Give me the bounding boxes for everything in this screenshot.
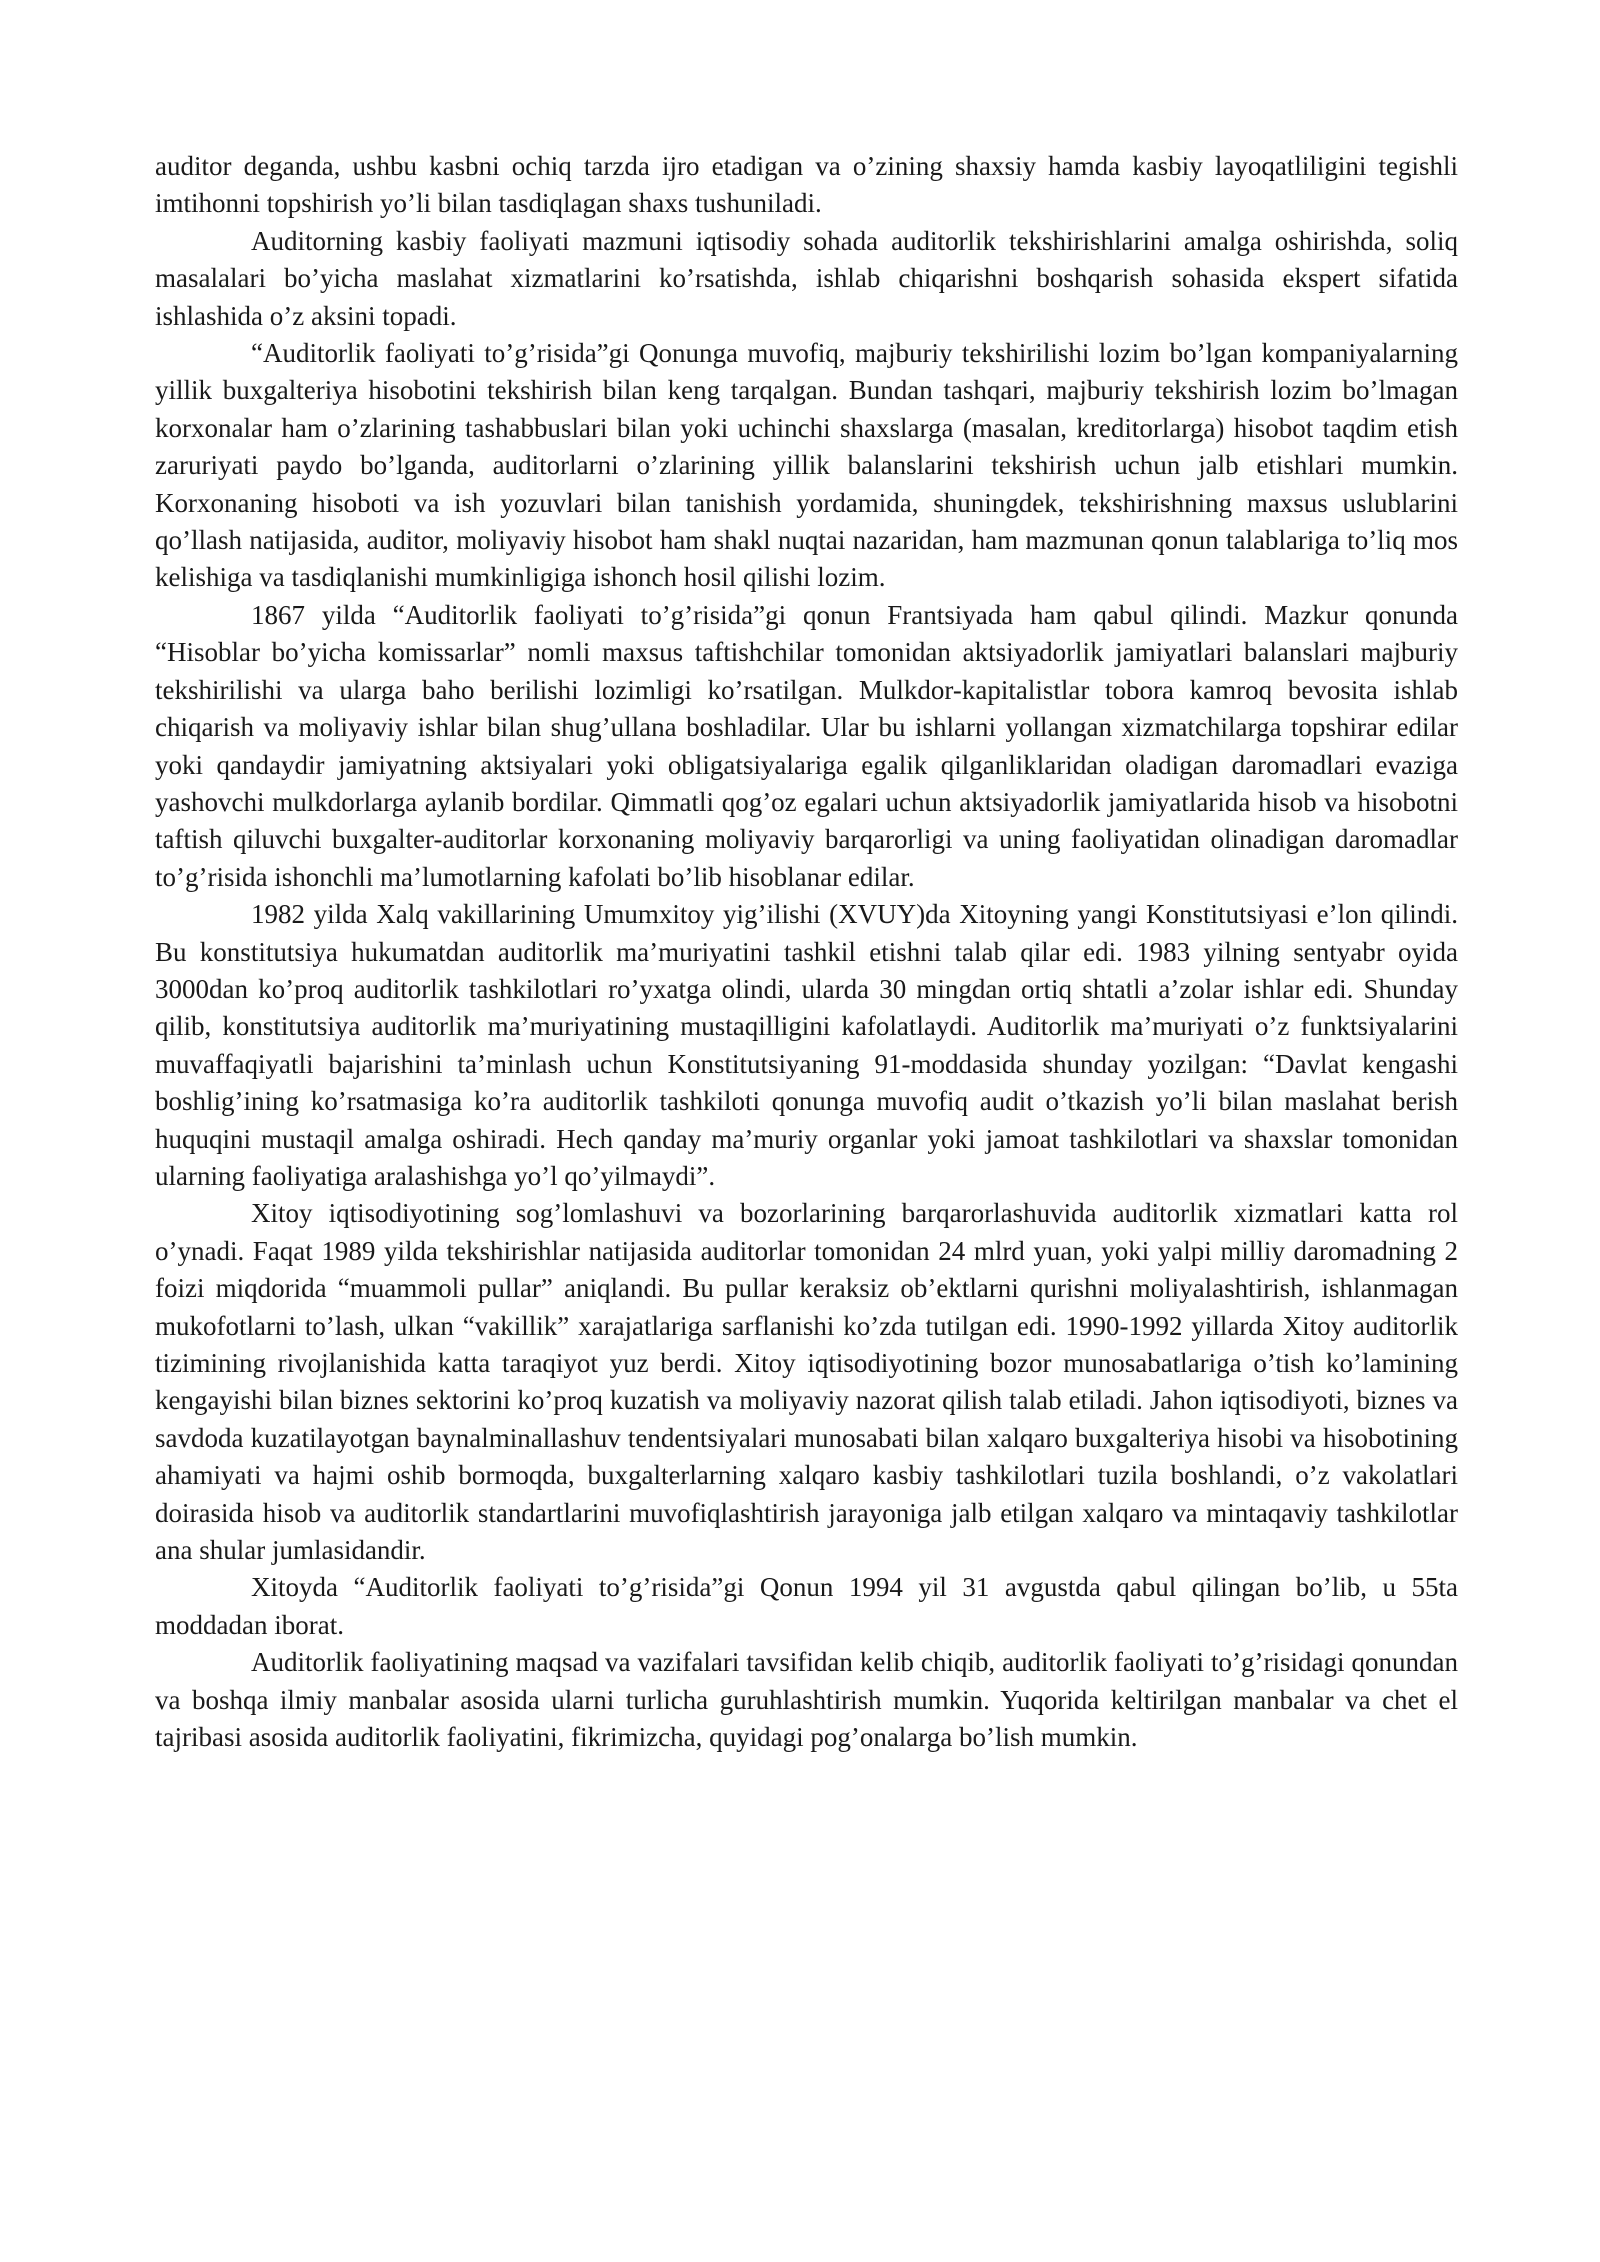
document-page [155, 148, 1458, 1756]
paragraph-china-law-1994: Xitoyda “Auditorlik faoliyati to’g’risida”gi Qonun 1994 yil 31 avgustda qabul qilingan bo’lib, u 55ta moddadan iborat. [155, 1572, 1458, 1640]
paragraph-china-1982: 1982 yilda Xalq vakillarining Umumxitoy yig’ilishi (XVUY)da Xitoyning yangi Konstitutsiyasi e’lon qilindi. Bu konstitutsiya hukumatdan auditorlik ma’muriyatini tashkil etishni talab qilar edi. 1983 yilning sentyabr oyida 3000dan ko’proq auditorlik tashkilotlari ro’yxatga olindi, ularda 30 mingdan ortiq shtatli a’zolar ishlar edi. Shunday qilib, konstitutsiya auditorlik ma’muriyatining mustaqilligini kafolatlaydi. Auditorlik ma’muriyati o’z funktsiyalarini muvaffaqiyatli bajarishini ta’minlash uchun Konstitutsiyaning 91-moddasida shunday yozilgan: “Davlat kengashi boshlig’ining ko’rsatmasiga ko’ra auditorlik tashkiloti qonunga muvofiq audit o’tkazish yo’li bilan maslahat berish huquqini mustaqil amalga oshiradi. Hech qanday ma’muriy organlar yoki jamoat tashkilotlari va shaxslar tomonidan ularning faoliyatiga aralashishga yo’l qo’yilmaydi”. [155, 899, 1458, 1191]
paragraph-france-1867: 1867 yilda “Auditorlik faoliyati to’g’risida”gi qonun Frantsiyada ham qabul qilindi. Mazkur qonunda “Hisoblar bo’yicha komissarlar” nomli maxsus taftishchilar tomonidan aktsiyadorlik jamiyatlari balanslari majburiy tekshirilishi va ularga baho berilishi lozimligi ko’rsatilgan. Mulkdor-kapitalistlar tobora kamroq bevosita ishlab chiqarish va moliyaviy ishlar bilan shug’ullana boshladilar. Ular bu ishlarni yollangan xizmatchilarga topshirar edilar yoki qandaydir jamiyatning aktsiyalari yoki obligatsiyalariga egalik qilganliklaridan oladigan daromadlari evaziga yashovchi mulkdorlarga aylanib bordilar. Qimmatli qog’oz egalari uchun aktsiyadorlik jamiyatlarida hisob va hisobotni taftish qiluvchi buxgalter-auditorlar korxonaning moliyaviy barqarorligi va uning faoliyatidan olinadigan daromadlar to’g’risida ishonchli ma’lumotlarning kafolati bo’lib hisoblanar edilar. [155, 599, 1458, 892]
paragraph-professional-activity: Auditorning kasbiy faoliyati mazmuni iqtisodiy sohada auditorlik tekshirishlarini amalga oshirishda, soliq masalalari bo’yicha maslahat xizmatlarini ko’rsatishda, ishlab chiqarishni boshqarish sohasida ekspert sifatida ishlashida o’z aksini topadi. [155, 225, 1458, 331]
paragraph-mandatory-audit: “Auditorlik faoliyati to’g’risida”gi Qonunga muvofiq, majburiy tekshirilishi lozim bo’lgan kompaniyalarning yillik buxgalteriya hisobotini tekshirish bilan keng tarqalgan. Bundan tashqari, majburiy tekshirish lozim bo’lmagan korxonalar ham o’zlarining tashabbuslari bilan yoki uchinchi shaxslarga (masalan, kreditorlarga) hisobot taqdim etish zaruriyati paydo bo’lganda, auditorlarni o’zlarining yillik balanslarini tekshirish uchun jalb etishlari mumkin. Korxonaning hisoboti va ish yozuvlari bilan tanishish yordamida, shuningdek, tekshirishning maxsus uslublarini qo’llash natijasida, auditor, moliyaviy hisobot ham shakl nuqtai nazaridan, ham mazmunan qonun talablariga to’liq mos kelishiga va tasdiqlanishi mumkinligiga ishonch hosil qilishi lozim. [155, 338, 1458, 593]
paragraph-classification: Auditorlik faoliyatining maqsad va vazifalari tavsifidan kelib chiqib, auditorlik faoliyati to’g’risidagi qonundan va boshqa ilmiy manbalar asosida ularni turlicha guruhlashtirish mumkin. Yuqorida keltirilgan manbalar va chet el tajribasi asosida auditorlik faoliyatini, fikrimizcha, quyidagi pog’onalarga bo’lish mumkin. [155, 1647, 1458, 1753]
paragraph-china-economy: Xitoy iqtisodiyotining sog’lomlashuvi va bozorlarining barqarorlashuvida auditorlik xizmatlari katta rol o’ynadi. Faqat 1989 yilda tekshirishlar natijasida auditorlar tomonidan 24 mlrd yuan, yoki yalpi milliy daromadning 2 foizi miqdorida “muammoli pullar” aniqlandi. Bu pullar keraksiz ob’ektlarni qurishni moliyalashtirish, ishlanmagan mukofotlarni to’lash, ulkan “vakillik” xarajatlariga sarflanishi ko’zda tutilgan edi. 1990-1992 yillarda Xitoy auditorlik tizimining rivojlanishida katta taraqiyot yuz berdi. Xitoy iqtisodiyotining bozor munosabatlariga o’tish ko’lamining kengayishi bilan biznes sektorini ko’proq kuzatish va moliyaviy nazorat qilish talab etiladi. Jahon iqtisodiyoti, biznes va savdoda kuzatilayotgan baynalminallashuv tendentsiyalari munosabati bilan xalqaro buxgalteriya hisobi va hisobotining ahamiyati va hajmi oshib bormoqda, buxgalterlarning xalqaro kasbiy tashkilotlari tuzila boshlandi, o’z vakolatlari doirasida hisob va auditorlik standartlarini muvofiqlashtirish jarayoniga jalb etilgan xalqaro va mintaqaviy tashkilotlar ana shular jumlasidandir. [155, 1198, 1458, 1566]
paragraph-auditor-definition: auditor deganda, ushbu kasbni ochiq tarzda ijro etadigan va o’zining shaxsiy hamda kasbiy layoqatliligini tegishli imtihonni topshirish yo’li bilan tasdiqlagan shaxs tushuniladi. [155, 151, 1458, 219]
